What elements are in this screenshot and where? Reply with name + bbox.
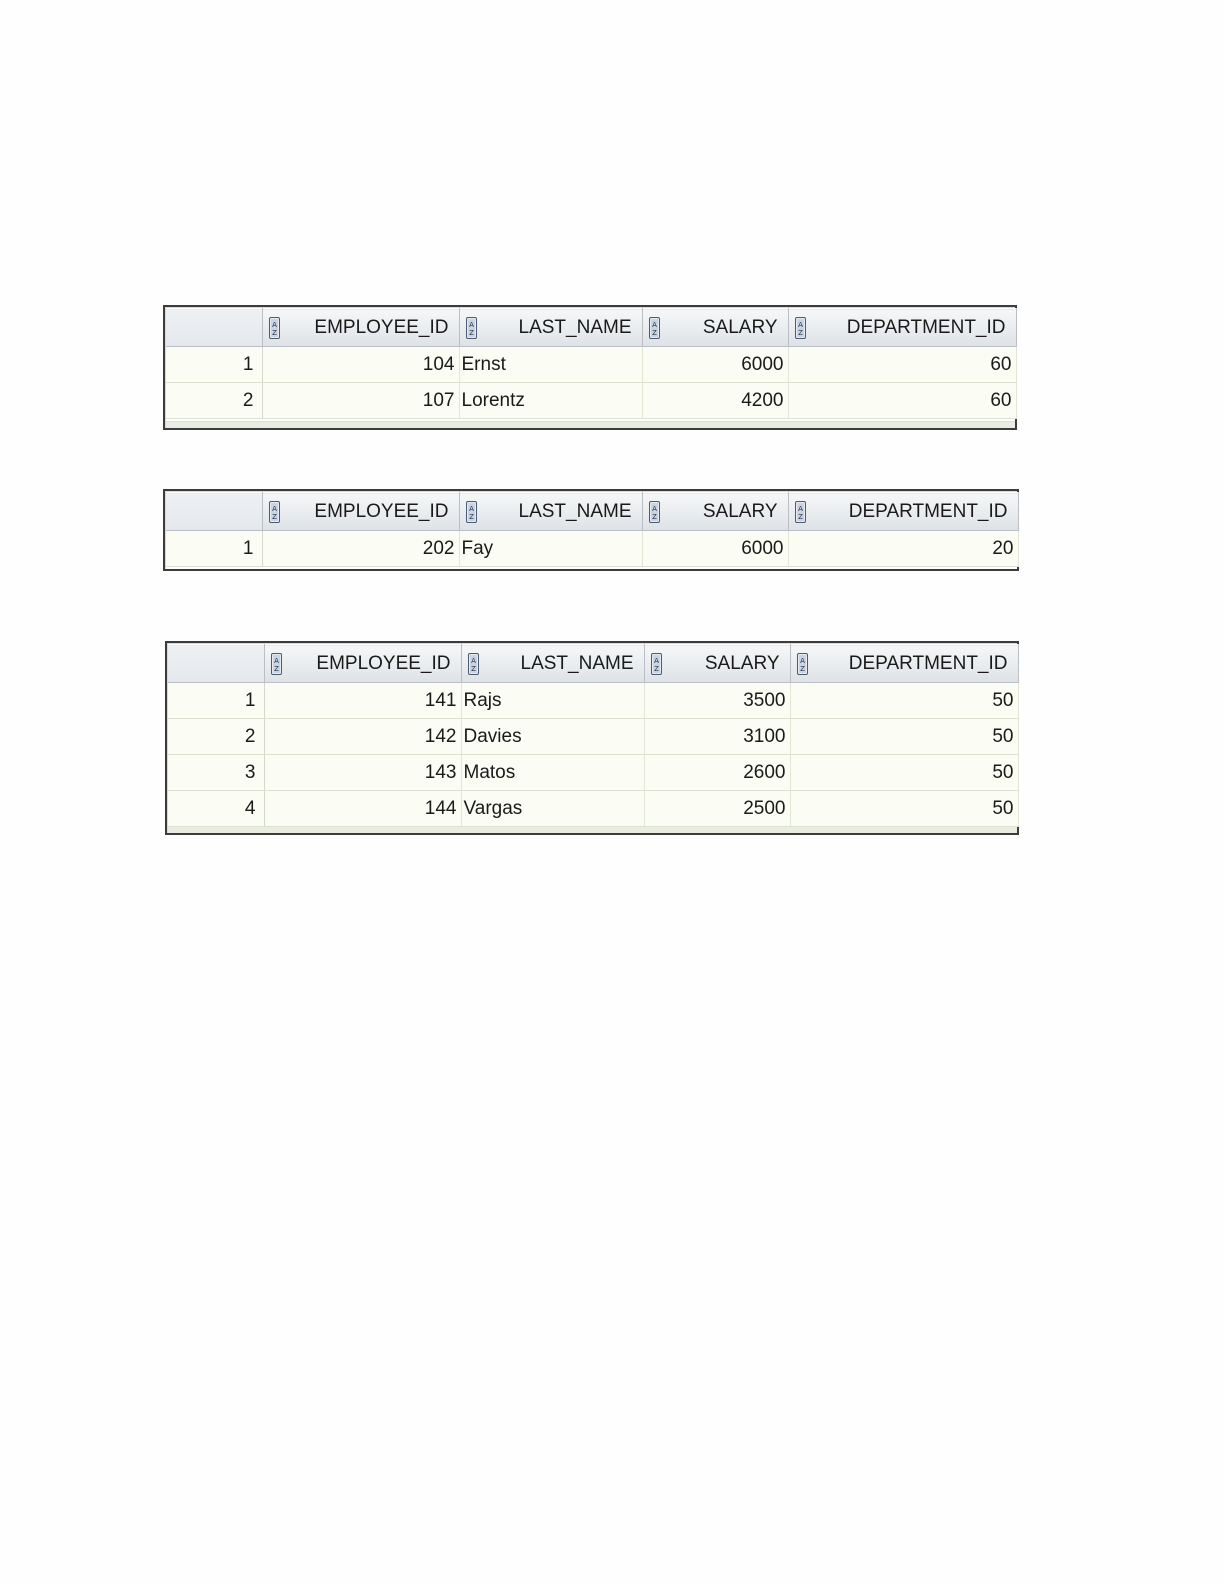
cell-department-id[interactable]: 50 (790, 791, 1018, 827)
row-number: 3 (168, 755, 264, 791)
svg-text:A: A (651, 320, 657, 329)
cell-salary[interactable]: 6000 (642, 531, 788, 567)
svg-text:Z: Z (797, 328, 803, 337)
sort-az-icon[interactable] (271, 653, 282, 675)
column-header-label: DEPARTMENT_ID (846, 316, 1006, 338)
sort-az-icon[interactable] (468, 653, 479, 675)
column-header-last-name[interactable] (459, 493, 642, 531)
column-header-employee-id[interactable] (262, 493, 459, 531)
column-header-label: EMPLOYEE_ID (314, 316, 449, 338)
column-header-label: SALARY (704, 652, 780, 674)
column-header-label: EMPLOYEE_ID (316, 652, 451, 674)
cell-salary[interactable]: 3100 (644, 719, 790, 755)
svg-text:Z: Z (470, 664, 476, 673)
svg-text:A: A (653, 656, 659, 665)
row-number-header (168, 645, 264, 683)
cell-department-id[interactable]: 60 (788, 383, 1016, 419)
svg-text:A: A (468, 320, 474, 329)
svg-text:Z: Z (651, 328, 657, 337)
row-number: 4 (168, 791, 264, 827)
column-header-label: SALARY (702, 500, 778, 522)
table-row[interactable] (166, 347, 1016, 383)
svg-text:A: A (271, 504, 277, 513)
svg-text:Z: Z (273, 664, 279, 673)
cell-employee-id[interactable]: 142 (264, 719, 461, 755)
svg-text:A: A (271, 320, 277, 329)
column-header-department-id[interactable] (788, 309, 1016, 347)
cell-salary[interactable]: 2500 (644, 791, 790, 827)
sort-az-icon[interactable] (269, 501, 280, 523)
cell-employee-id[interactable]: 104 (262, 347, 459, 383)
cell-department-id[interactable]: 60 (788, 347, 1016, 383)
sort-az-icon[interactable] (795, 501, 806, 523)
svg-text:A: A (797, 320, 803, 329)
header-row (166, 309, 1016, 347)
column-header-label: LAST_NAME (518, 316, 632, 338)
svg-text:A: A (651, 504, 657, 513)
sort-az-icon[interactable] (797, 653, 808, 675)
column-header-employee-id[interactable] (264, 645, 461, 683)
header-row (166, 493, 1018, 531)
row-number: 2 (166, 383, 262, 419)
column-header-employee-id[interactable] (262, 309, 459, 347)
sort-az-icon[interactable] (269, 317, 280, 339)
column-header-department-id[interactable] (790, 645, 1018, 683)
cell-last-name[interactable]: Ernst (459, 347, 642, 383)
svg-text:A: A (273, 656, 279, 665)
sort-az-icon[interactable] (466, 317, 477, 339)
column-header-last-name[interactable] (461, 645, 644, 683)
table-row[interactable] (168, 719, 1018, 755)
svg-text:Z: Z (271, 328, 277, 337)
svg-text:A: A (797, 504, 803, 513)
cell-department-id[interactable]: 50 (790, 719, 1018, 755)
svg-text:A: A (470, 656, 476, 665)
cell-employee-id[interactable]: 143 (264, 755, 461, 791)
cell-employee-id[interactable]: 144 (264, 791, 461, 827)
cell-salary[interactable]: 2600 (644, 755, 790, 791)
cell-employee-id[interactable]: 202 (262, 531, 459, 567)
sort-az-icon[interactable] (649, 317, 660, 339)
cell-last-name[interactable]: Vargas (461, 791, 644, 827)
result-table (166, 308, 1017, 419)
cell-last-name[interactable]: Fay (459, 531, 642, 567)
svg-text:Z: Z (271, 512, 277, 521)
column-header-label: EMPLOYEE_ID (314, 500, 449, 522)
result-table (166, 492, 1019, 567)
cell-employee-id[interactable]: 107 (262, 383, 459, 419)
row-number: 1 (166, 347, 262, 383)
column-header-label: LAST_NAME (518, 500, 632, 522)
column-header-label: SALARY (702, 316, 778, 338)
row-number: 2 (168, 719, 264, 755)
grid-footer (168, 826, 1017, 833)
cell-last-name[interactable]: Davies (461, 719, 644, 755)
row-number-header (166, 493, 262, 531)
svg-text:Z: Z (797, 512, 803, 521)
sort-az-icon[interactable] (795, 317, 806, 339)
cell-salary[interactable]: 4200 (642, 383, 788, 419)
table-row[interactable] (166, 383, 1016, 419)
cell-last-name[interactable]: Lorentz (459, 383, 642, 419)
table-row[interactable] (166, 531, 1018, 567)
column-header-label: DEPARTMENT_ID (848, 652, 1008, 674)
sort-az-icon[interactable] (649, 501, 660, 523)
result-grid-1 (163, 305, 1017, 430)
sort-az-icon[interactable] (466, 501, 477, 523)
cell-department-id[interactable]: 20 (788, 531, 1018, 567)
table-row[interactable] (168, 755, 1018, 791)
cell-last-name[interactable]: Rajs (461, 683, 644, 719)
column-header-salary[interactable] (642, 309, 788, 347)
svg-text:Z: Z (799, 664, 805, 673)
column-header-label: DEPARTMENT_ID (848, 500, 1008, 522)
column-header-salary[interactable] (644, 645, 790, 683)
column-header-department-id[interactable] (788, 493, 1018, 531)
svg-text:A: A (799, 656, 805, 665)
result-grid-2 (163, 489, 1019, 571)
svg-text:Z: Z (468, 328, 474, 337)
svg-text:Z: Z (468, 512, 474, 521)
cell-department-id[interactable]: 50 (790, 683, 1018, 719)
svg-text:Z: Z (653, 664, 659, 673)
cell-department-id[interactable]: 50 (790, 755, 1018, 791)
sort-az-icon[interactable] (651, 653, 662, 675)
cell-last-name[interactable]: Matos (461, 755, 644, 791)
cell-salary[interactable]: 3500 (644, 683, 790, 719)
table-row[interactable] (168, 791, 1018, 827)
svg-text:Z: Z (651, 512, 657, 521)
cell-employee-id[interactable]: 141 (264, 683, 461, 719)
column-header-label: LAST_NAME (520, 652, 634, 674)
grid-footer (166, 421, 1015, 428)
row-number: 1 (166, 531, 262, 567)
result-grid-3 (165, 641, 1019, 835)
row-number-header (166, 309, 262, 347)
row-number: 1 (168, 683, 264, 719)
column-header-last-name[interactable] (459, 309, 642, 347)
cell-salary[interactable]: 6000 (642, 347, 788, 383)
svg-text:A: A (468, 504, 474, 513)
header-row (168, 645, 1018, 683)
result-table (168, 644, 1019, 827)
table-row[interactable] (168, 683, 1018, 719)
column-header-salary[interactable] (642, 493, 788, 531)
